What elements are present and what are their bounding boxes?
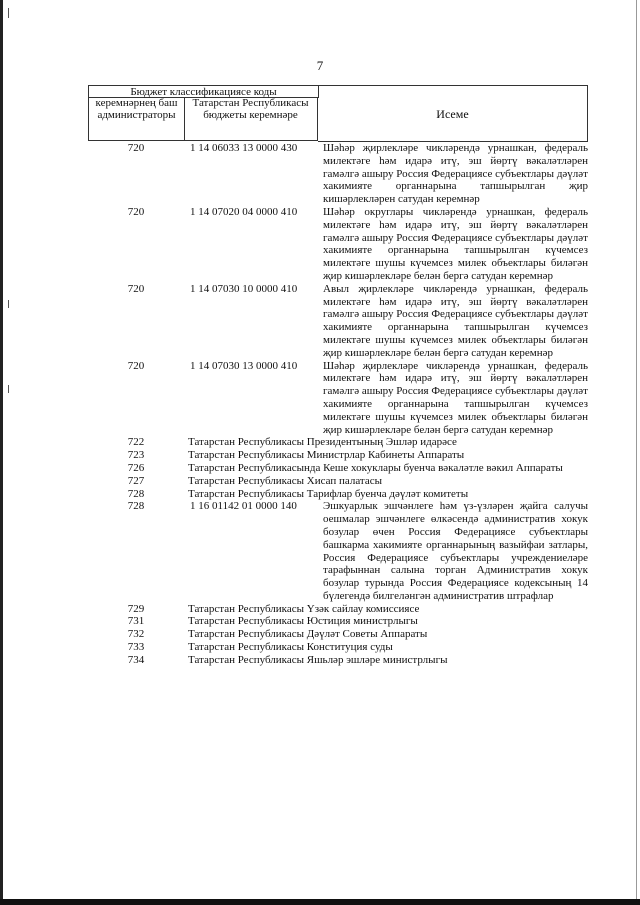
table-row bbox=[88, 488, 588, 501]
row-admin: 723 bbox=[127, 449, 145, 462]
row-code: 1 16 01142 01 0000 140 bbox=[190, 500, 297, 513]
row-administrator-name: Татарстан Республикасы Министрлар Кабинеты Аппараты bbox=[188, 449, 465, 462]
header-name-column bbox=[318, 85, 588, 142]
row-administrator-name: Татарстан Республикасы Хисап палатасы bbox=[188, 474, 383, 487]
scan-mark bbox=[8, 8, 9, 18]
scan-mark bbox=[8, 385, 9, 393]
page-number: 7 bbox=[316, 58, 324, 73]
table-row bbox=[88, 436, 588, 449]
table-row bbox=[88, 641, 588, 654]
row-administrator-name: Татарстан Республикасы Яшьләр эшләре министрлыгы bbox=[188, 653, 448, 666]
scan-bottom-border bbox=[0, 899, 640, 905]
row-admin: 720 bbox=[127, 142, 145, 154]
table-row bbox=[88, 283, 588, 360]
row-administrator-name: Татарстан Республикасы Президентының Эшләр идарәсе bbox=[188, 436, 457, 449]
row-admin: 720 bbox=[127, 282, 145, 295]
row-administrator-name: Татарстан Республикасы Тарифлар буенча дәүләт комитеты bbox=[188, 487, 469, 500]
scan-right-edge bbox=[636, 0, 637, 905]
table-header bbox=[88, 85, 588, 141]
table-row bbox=[88, 654, 588, 667]
row-admin: 733 bbox=[127, 641, 145, 654]
row-description: Шәһәр җирлекләре чикләрендә урнашкан, федераль милектәге һәм идарә итү, эш йөртү вәкаләтләрен гамәлгә ашыру Россия Федерациясе субъектлары дәүләт хакимияте органнарына тапшырылган күчемсез милектәге шушы күчемсез милек объектлары биләгән җир кишәрлекләре белән бергә сатудан керемнәр bbox=[323, 359, 588, 436]
table-row bbox=[88, 449, 588, 462]
row-admin: 728 bbox=[127, 487, 145, 500]
row-description: Эшкуарлык эшчәнлеге һәм үз-үзләрен җайга салучы оешмалар эшчәнлеге өлкәсендә административ хокук бозулар өчен Россия Федерациясе субъектлары башкарма хакимияте органнарының вазыйфаи затлары, Россия Федерациясе субъектлары учреждениеләре тарафыннан салына торган Административ хокук бозулар турында Россия Федерациясе кодексының 14 бүлегендә билгеләнгән административ штрафлар bbox=[323, 500, 588, 602]
table-row bbox=[88, 500, 588, 602]
row-administrator-name: Татарстан Республикасы Үзәк сайлау комиссиясе bbox=[188, 602, 420, 615]
table-row bbox=[88, 615, 588, 628]
row-admin: 734 bbox=[127, 653, 145, 666]
row-description: Шәһәр җирлекләре чикләрендә урнашкан, федераль милектәге һәм идарә итү, эш йөртү вәкаләтләрен гамәлгә ашыру Россия Федерациясе субъектлары дәүләт хакимияте органнарына тапшырылган җир кишәрлекләрен сатудан керемнәр bbox=[323, 142, 588, 206]
row-code: 1 14 07030 10 0000 410 bbox=[190, 282, 298, 295]
row-admin: 720 bbox=[127, 359, 145, 372]
row-admin: 732 bbox=[127, 628, 145, 641]
header-admin-column: керемнәрнең баш администраторы bbox=[88, 97, 185, 141]
table-row bbox=[88, 603, 588, 616]
table-row bbox=[88, 462, 588, 475]
row-admin: 729 bbox=[127, 602, 145, 615]
header-name-label: Исеме bbox=[436, 106, 469, 121]
table-row bbox=[88, 475, 588, 488]
table-row bbox=[88, 206, 588, 283]
row-code: 1 14 07030 13 0000 410 bbox=[190, 359, 298, 372]
row-description: Шәһәр округлары чикләрендә урнашкан, федераль милектәге һәм идарә итү, эш йөртү вәкаләтләрен гамәлгә ашыру Россия Федерациясе субъектлары дәүләт хакимияте органнарына тапшырылган күчемсез милектәге шушы күчемсез милек объектлары биләгән җир кишәрлекләре белән бергә сатудан керемнәр bbox=[323, 205, 588, 282]
row-admin: 727 bbox=[127, 474, 145, 487]
scan-left-border bbox=[0, 0, 3, 905]
row-administrator-name: Татарстан Республикасы Конституция суды bbox=[188, 641, 393, 654]
row-code: 1 14 06033 13 0000 430 bbox=[190, 142, 298, 154]
table-row bbox=[88, 360, 588, 437]
row-administrator-name: Татарстан Республикасы Юстиция министрлыгы bbox=[188, 615, 418, 628]
row-code: 1 14 07020 04 0000 410 bbox=[190, 205, 298, 218]
header-group-title: Бюджет классификациясе коды bbox=[88, 85, 319, 98]
row-description: Авыл җирлекләре чикләрендә урнашкан, федераль милектәге һәм идарә итү, эш йөртү вәкаләтләрен гамәлгә ашыру Россия Федерациясе субъектлары дәүләт хакимияте органнарына тапшырылган күчемсез милектәге шушы күчемсез милек объектлары биләгән җир кишәрлекләре белән бергә сатудан керемнәр bbox=[323, 282, 588, 359]
row-admin: 726 bbox=[127, 461, 145, 474]
row-admin: 728 bbox=[127, 500, 145, 513]
header-code-column: Татарстан Республикасы бюджеты керемнәре bbox=[184, 97, 318, 141]
row-admin: 720 bbox=[127, 205, 145, 218]
row-admin: 722 bbox=[127, 436, 145, 449]
table-row bbox=[88, 628, 588, 641]
scan-mark bbox=[8, 300, 9, 308]
row-administrator-name: Татарстан Республикасында Кеше хокуклары буенча вәкаләтле вәкил Аппараты bbox=[188, 461, 563, 474]
row-administrator-name: Татарстан Республикасы Дәүләт Советы Аппараты bbox=[188, 628, 428, 641]
table-body bbox=[88, 142, 588, 667]
table-row bbox=[88, 142, 588, 206]
row-admin: 731 bbox=[127, 615, 145, 628]
